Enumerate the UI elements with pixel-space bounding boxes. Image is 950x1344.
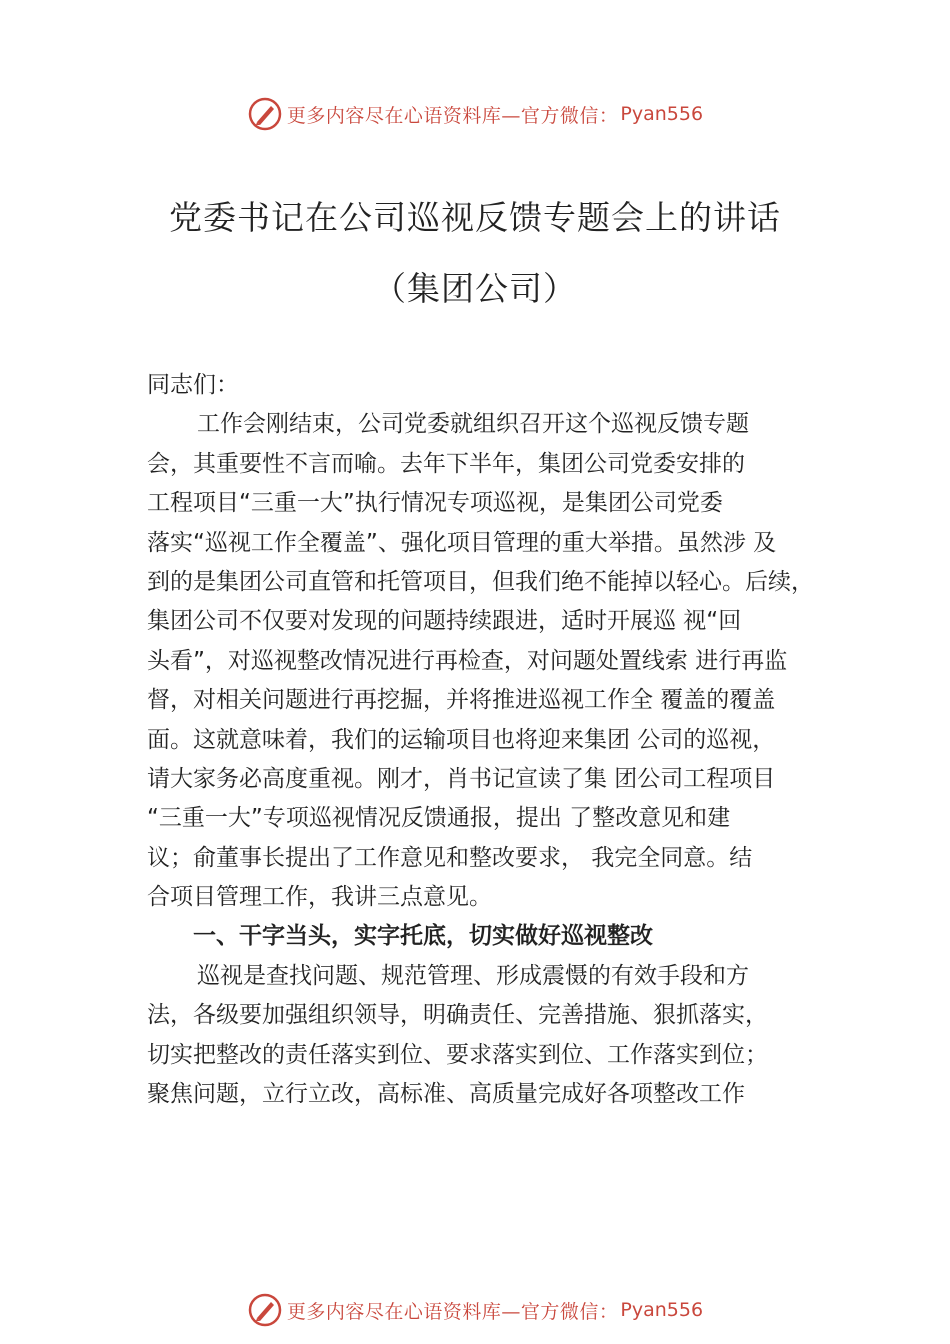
paragraph-line: 合项目管理工作，我讲三点意见。 — [147, 884, 492, 911]
pen-logo-icon — [247, 1292, 283, 1328]
footer-banner-text: 更多内容尽在心语资料库—官方微信： — [286, 1300, 619, 1323]
paragraph-line: 聚焦问题，立行立改，高标准、高质量完成好各项整改工作 — [147, 1081, 745, 1108]
paragraph-line: 到的是集团公司直管和托管项目，但我们绝不能掉以轻心。后续， — [147, 568, 814, 595]
paragraph-line: “三重一大”专项巡视情况反馈通报，提出 了整改意见和建 — [147, 805, 731, 832]
banner-text: 更多内容尽在心语资料库—官方微信： — [286, 104, 619, 127]
paragraph-line: 会，其重要性不言而喻。去年下半年，集团公司党委安排的 — [147, 450, 745, 477]
paragraph-line: 请大家务必高度重视。刚才，肖书记宣读了集 团公司工程项目 — [147, 765, 776, 792]
page-subtitle: （集团公司） — [373, 269, 577, 308]
greeting: 同志们： — [147, 372, 239, 398]
footer-banner — [0, 1290, 950, 1330]
section-heading-1: 一、干字当头，实字托底，切实做好巡视整改 — [193, 923, 653, 950]
header-banner — [0, 94, 950, 134]
paragraph-line: 面。这就意味着，我们的运输项目也将迎来集团 公司的巡视， — [147, 726, 776, 753]
document-body — [147, 366, 837, 1114]
paragraph-line: 工程项目“三重一大”执行情况专项巡视，是集团公司党委 — [147, 490, 723, 517]
pen-logo-icon — [247, 96, 283, 132]
paragraph-line: 巡视是查找问题、规范管理、形成震慑的有效手段和方 — [197, 962, 749, 989]
paragraph-line: 集团公司不仅要对发现的问题持续跟进，适时开展巡 视“回 — [147, 608, 742, 635]
paragraph-line: 督，对相关问题进行再挖掘，并将推进巡视工作全 覆盖的覆盖 — [147, 687, 776, 714]
banner-wechat-id: Pyan556 — [620, 103, 704, 125]
paragraph-line: 落实“巡视工作全覆盖”、强化项目管理的重大举措。虽然涉 及 — [147, 529, 777, 556]
page-title: 党委书记在公司巡视反馈专题会上的讲话 — [169, 198, 781, 237]
paragraph-line: 法，各级要加强组织领导，明确责任、完善措施、狠抓落实， — [147, 1002, 768, 1029]
paragraph-line: 工作会刚结束，公司党委就组织召开这个巡视反馈专题 — [197, 411, 749, 438]
paragraph-line: 议；俞董事长提出了工作意见和整改要求， 我完全同意。结 — [147, 844, 753, 871]
paragraph-line: 切实把整改的责任落实到位、要求落实到位、工作落实到位； — [147, 1041, 768, 1068]
paragraph-line: 头看”，对巡视整改情况进行再检查，对问题处置线索 进行再监 — [147, 647, 788, 674]
footer-banner-wechat-id: Pyan556 — [620, 1299, 704, 1321]
